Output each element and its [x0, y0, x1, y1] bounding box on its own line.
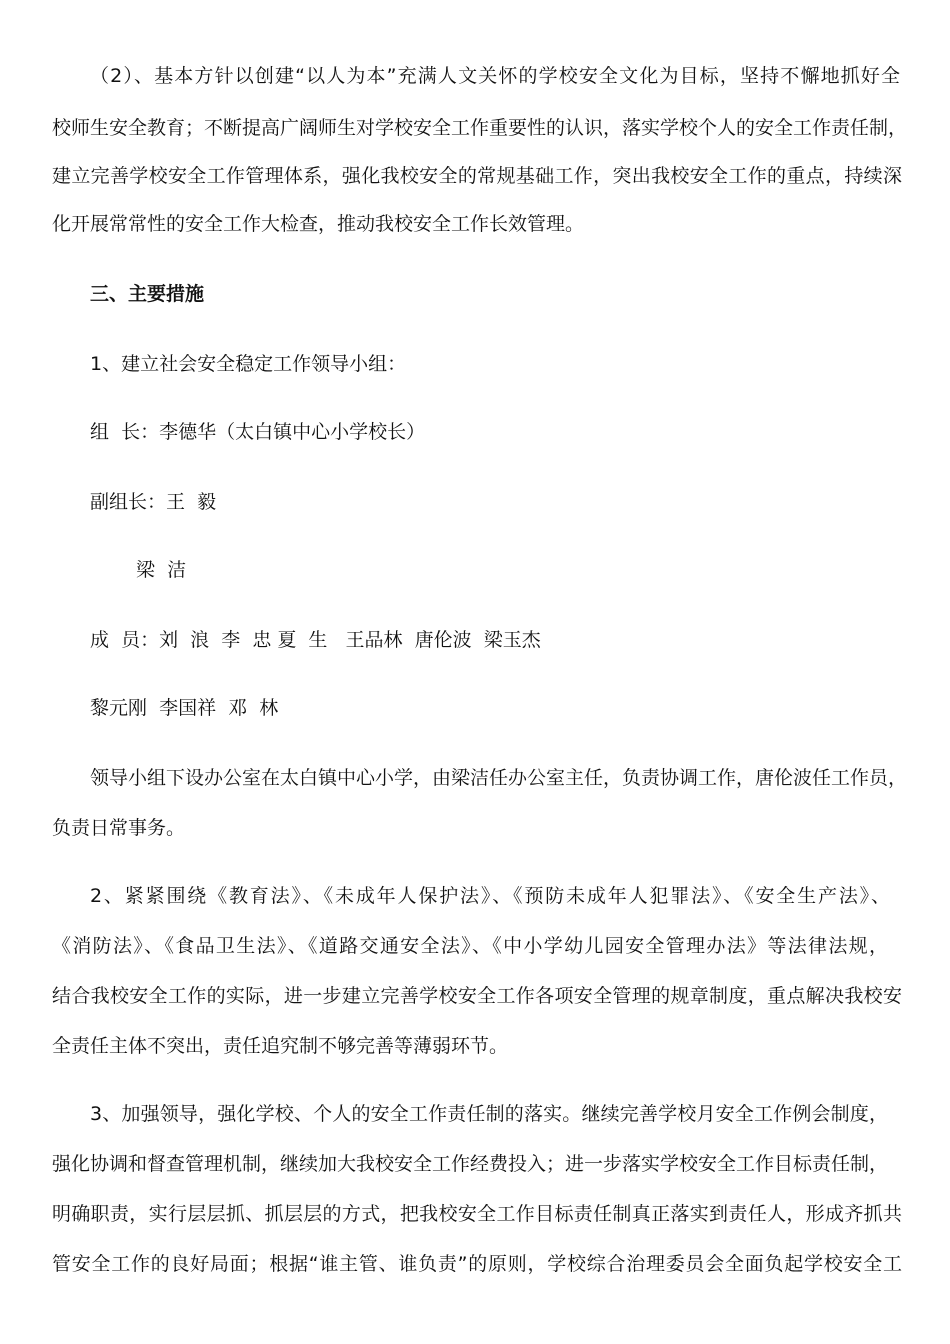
leader-line: 组 长：李德华（太白镇中心小学校长）	[90, 421, 426, 443]
paragraph-line: 结合我校安全工作的实际，进一步建立完善学校安全工作各项安全管理的规章制度，重点解决我校安	[52, 985, 902, 1007]
section-heading: 三、主要措施	[90, 283, 205, 305]
paragraph-line: 明确职责，实行层层抓、抓层层的方式，把我校安全工作目标责任制真正落实到责任人，形成齐抓共	[52, 1203, 902, 1225]
paragraph-line: 校师生安全教育；不断提高广阔师生对学校安全工作重要性的认识，落实学校个人的安全工作责任制，	[52, 117, 908, 139]
paragraph-line: 3、加强领导，强化学校、个人的安全工作责任制的落实。继续完善学校月安全工作例会制度，	[90, 1103, 888, 1125]
paragraph-line: （2）、基本方针以创建“以人为本”充满人文关怀的学校安全文化为目标，坚持不懈地抓好全	[90, 65, 900, 87]
paragraph-line: 管安全工作的良好局面；根据“谁主管、谁负责”的原则，学校综合治理委员会全面负起学校安全工	[52, 1253, 902, 1275]
paragraph-line: 《消防法》、《食品卫生法》、《道路交通安全法》、《中小学幼儿园安全管理办法》等法律法规，	[52, 935, 888, 957]
paragraph-line: 2、紧紧围绕《教育法》、《未成年人保护法》、《预防未成年人犯罪法》、《安全生产法》、	[90, 885, 890, 907]
paragraph-line: 负责日常事务。	[52, 817, 186, 839]
item-heading: 1、建立社会安全稳定工作领导小组：	[90, 353, 407, 375]
paragraph-line: 建立完善学校安全工作管理体系，强化我校安全的常规基础工作，突出我校安全工作的重点，持续深	[52, 165, 902, 187]
members-line: 黎元刚 李国祥 邓 林	[90, 697, 279, 719]
paragraph-line: 强化协调和督查管理机制，继续加大我校安全工作经费投入；进一步落实学校安全工作目标责任制，	[52, 1153, 889, 1175]
vice-leader-line: 梁 洁	[136, 559, 187, 581]
paragraph-line: 化开展常常性的安全工作大检查，推动我校安全工作长效管理。	[52, 213, 585, 235]
vice-leader-line: 副组长：王 毅	[90, 491, 217, 513]
paragraph-line: 全责任主体不突出，责任追究制不够完善等薄弱环节。	[52, 1035, 509, 1057]
members-line: 成 员：刘 浪 李 忠 夏 生 王品林 唐伦波 梁玉杰	[90, 629, 541, 651]
paragraph-line: 领导小组下设办公室在太白镇中心小学，由梁洁任办公室主任，负责协调工作，唐伦波任工作员，	[90, 767, 908, 789]
